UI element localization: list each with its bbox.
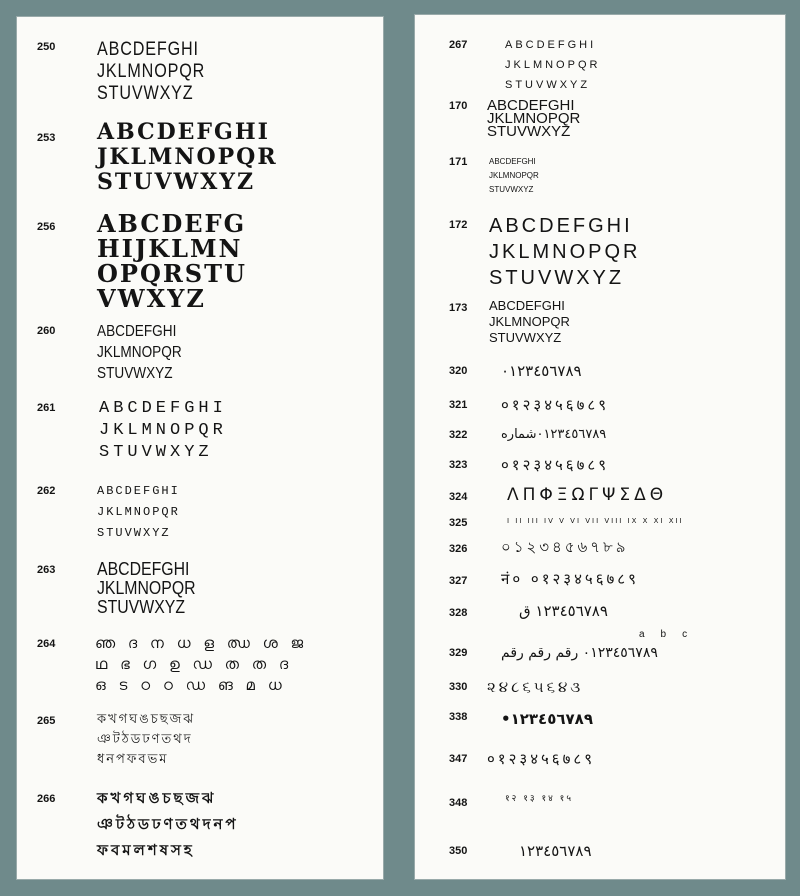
sample-line: STUVWXYZ <box>489 330 562 345</box>
sample-line: ०१२३४५६७८९ <box>487 750 596 768</box>
sample-line: কখগঘঙচছজঝ <box>97 712 196 727</box>
font-sample-lines <box>99 398 227 464</box>
sample-line: STUVWXYZ <box>489 185 534 194</box>
font-number: 262 <box>37 485 56 497</box>
font-number: 253 <box>37 132 56 144</box>
sample-line: ABCDEFGHI <box>97 559 190 579</box>
sample-line: I II III IV V VI VII VIII IX X XI XII <box>507 517 684 525</box>
sample-line: ০১২৩৪৫৬৭৮৯ <box>501 538 629 556</box>
sample-line: ABCDEFGHI <box>489 157 536 166</box>
sample-line: ०१२३४५६७८९ <box>501 396 610 414</box>
font-sample-lines <box>519 601 608 621</box>
font-sample-lines <box>97 785 239 863</box>
sample-line: ABCDEFGHI <box>97 323 177 340</box>
sample-line: ঞটঠডঢণতথদনপ <box>97 815 239 833</box>
sample-line: ABCDEFGHI <box>97 39 199 60</box>
sample-line: JKLMNOPQR <box>97 144 278 170</box>
sample-line: JKLMNOPQR <box>97 505 180 519</box>
sample-line: ধনপফবভম <box>97 752 169 767</box>
sample-line: नं० ०१२३४५६७८९ <box>501 570 639 588</box>
sample-line: HIJKLMN <box>97 234 243 263</box>
font-number: 260 <box>37 325 56 337</box>
font-sample-lines <box>97 710 195 770</box>
sample-line: JKLMNOPQR <box>97 578 196 598</box>
font-sample-lines <box>519 841 592 861</box>
sample-line: ABCDEFGHI <box>505 39 597 51</box>
sample-line: STUVWXYZ <box>97 169 256 195</box>
sample-line: STUVWXYZ <box>97 83 194 104</box>
sample-line: ABCDEFGHI <box>97 484 180 498</box>
font-sample-lines <box>501 361 582 381</box>
font-number: 348 <box>449 797 468 809</box>
font-sample-lines <box>487 749 595 769</box>
sample-line: STUVWXYZ <box>505 79 591 91</box>
column-labels: abc <box>639 629 704 640</box>
sample-line: JKLMNOPQR <box>97 61 206 82</box>
sample-line: ٠١٢٣٤٥٦٧٨٩شماره <box>501 427 607 442</box>
font-sample-lines <box>97 120 278 195</box>
font-sample-lines <box>97 39 205 105</box>
font-number: 256 <box>37 221 56 233</box>
font-number: 265 <box>37 715 56 727</box>
font-sample-lines <box>501 643 658 663</box>
font-sample-lines <box>97 211 247 311</box>
sample-line: STUVWXYZ <box>97 365 173 382</box>
font-sample-lines <box>487 677 583 697</box>
font-number: 263 <box>37 564 56 576</box>
sample-line: ΛΠΦΞΩΓΨΣΔΘ <box>507 485 668 505</box>
sample-line: ABCDEFGHI <box>489 215 633 237</box>
left-font-panel <box>16 16 384 880</box>
right-font-panel <box>414 14 786 880</box>
font-number: 338 <box>449 711 468 723</box>
font-sample-lines <box>501 537 628 557</box>
font-number: 172 <box>449 219 468 231</box>
sample-line: ഞ ദ ന ധ ള ഝ ശ ജ <box>95 634 308 652</box>
sample-line: ૨૪૮૬૫૬૪૩ <box>487 678 584 696</box>
font-number: 328 <box>449 607 468 619</box>
sample-line: ഥ ഭ ഗ ഉ ഡ ത ത ദ <box>95 655 293 673</box>
sample-line: •١٢٣٤٥٦٧٨٩ <box>501 710 593 728</box>
font-number: 250 <box>37 41 56 53</box>
sample-line: STUVWXYZ <box>97 597 186 617</box>
font-sample-lines <box>501 395 609 415</box>
sample-line: STUVWXYZ <box>489 267 625 289</box>
sample-line: ঞটঠডঢণতথদ <box>97 732 193 747</box>
font-sample-lines <box>507 515 684 527</box>
font-sample-lines <box>501 455 609 475</box>
sample-line: ABCDEFG <box>97 209 247 238</box>
sample-line: OPQRSTU <box>97 259 247 288</box>
font-number: 330 <box>449 681 468 693</box>
sample-line: STUVWXYZ <box>97 526 171 540</box>
sample-line: ABCDEFGHI <box>97 119 270 145</box>
sample-line: JKLMNOPQR <box>99 421 227 440</box>
font-sample-lines <box>489 213 640 291</box>
sample-line: ٠١٢٣٤٥٦٧٨٩ رقم رقم رقم <box>501 645 658 661</box>
font-number: 173 <box>449 302 468 314</box>
sample-line: ०१२३४५६७८९ <box>501 456 610 474</box>
font-number: 264 <box>37 638 56 650</box>
sample-line: ABCDEFGHI <box>487 97 575 114</box>
font-sample-lines <box>95 633 307 696</box>
font-sample-lines <box>501 425 606 445</box>
sample-line: ١٢٣٤٥٦٧٨٩ ق <box>519 602 608 620</box>
font-number: 266 <box>37 793 56 805</box>
font-sample-lines <box>97 321 182 384</box>
font-sample-lines <box>97 560 196 617</box>
font-number: 329 <box>449 647 468 659</box>
font-number: 326 <box>449 543 468 555</box>
font-number: 322 <box>449 429 468 441</box>
sample-line: ١٢٣٤٥٦٧٨٩ <box>519 842 592 860</box>
font-number: 324 <box>449 491 468 503</box>
font-number: 350 <box>449 845 468 857</box>
font-sample-lines <box>97 481 180 544</box>
font-number: 323 <box>449 459 468 471</box>
sample-line: ফবমলশষসহ <box>97 841 195 859</box>
sample-line: JKLMNOPQR <box>505 59 601 71</box>
font-sample-lines <box>505 35 600 95</box>
font-number: 267 <box>449 39 468 51</box>
font-number: 347 <box>449 753 468 765</box>
font-sample-lines <box>489 298 570 346</box>
sample-line: STUVWXYZ <box>487 123 571 140</box>
font-number: 327 <box>449 575 468 587</box>
font-sample-lines <box>501 569 639 589</box>
font-number: 325 <box>449 517 468 529</box>
font-number: 261 <box>37 402 56 414</box>
font-number: 320 <box>449 365 468 377</box>
font-sample-lines <box>487 99 580 138</box>
font-number: 170 <box>449 100 468 112</box>
sample-line: JKLMNOPQR <box>489 314 570 329</box>
sample-line: JKLMNOPQR <box>489 171 539 180</box>
sample-line: JKLMNOPQR <box>487 110 581 127</box>
font-sample-lines <box>501 709 593 729</box>
sample-line: STUVWXYZ <box>99 443 213 462</box>
font-number: 171 <box>449 156 468 168</box>
font-sample-lines <box>507 485 667 505</box>
sample-line: ٠١٢٣٤٥٦٧٨٩ <box>501 362 582 380</box>
sample-line: ABCDEFGHI <box>489 298 565 313</box>
sample-line: VWXYZ <box>97 284 206 313</box>
sample-line: ABCDEFGHI <box>99 399 227 418</box>
sample-line: १२ १३ १४ १५ <box>505 794 574 804</box>
font-sample-lines <box>505 793 573 805</box>
sample-line: কখগঘঙচছজঝ <box>97 789 217 807</box>
sample-line: ഒ ട ഠ ഠ ഡ ങ മ ധ <box>95 676 286 694</box>
font-sample-lines <box>489 155 539 197</box>
sample-line: JKLMNOPQR <box>489 241 641 263</box>
font-number: 321 <box>449 399 468 411</box>
sample-line: JKLMNOPQR <box>97 344 182 361</box>
